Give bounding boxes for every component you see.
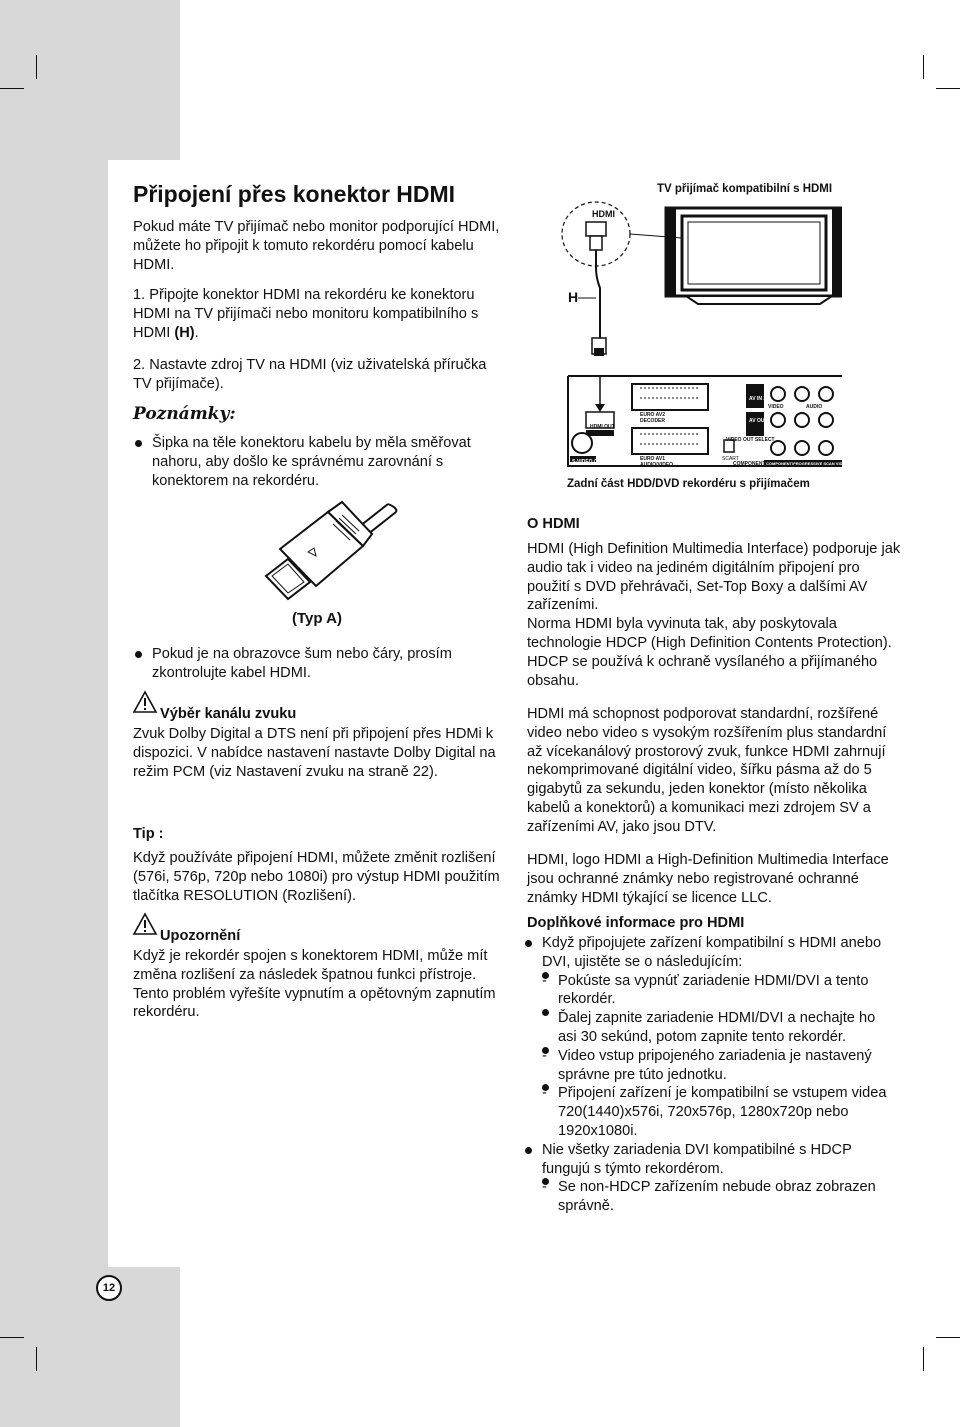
audio-heading: Výběr kanálu zvuku bbox=[160, 706, 297, 722]
hdmi-plug-illustration bbox=[258, 494, 408, 626]
step-text: Připojte konektor HDMI na rekordéru ke konektoru HDMI na TV přijímači nebo monitoru kompatibilního s HDMI bbox=[133, 287, 479, 341]
step-number: 2. bbox=[133, 357, 146, 373]
panel-euro-av1: EURO AV1 AUDIO/VIDEO bbox=[640, 456, 674, 468]
step-end: . bbox=[194, 324, 199, 341]
panel-video-out-select: VIDEO OUT SELECT bbox=[726, 437, 775, 443]
about-paragraph: HDMI (High Definition Multimedia Interface) podporuje jak audio tak i video na jediném digitálním připojení pro použití s DVD přehrávači, Set-Top Boxy a dalšími AV zařízeními. bbox=[527, 541, 901, 614]
notes-list bbox=[133, 434, 493, 490]
extra-list bbox=[523, 934, 895, 1216]
page-title: Připojení přes konektor HDMI bbox=[133, 181, 456, 207]
caution-icon bbox=[132, 912, 158, 936]
about-heading: O HDMI bbox=[527, 516, 580, 532]
step-ref: (H) bbox=[174, 324, 195, 341]
hdmi-callout-label: HDMI bbox=[592, 209, 615, 219]
extra-subitem: - Video vstup pripojeného zariadenia je nastavený správne pre túto jednotku. bbox=[542, 1047, 895, 1085]
panel-component-scan: COMPONENT/PROGRESSIVE SCAN VIDEO bbox=[766, 461, 849, 466]
warning-icon bbox=[132, 690, 158, 714]
extra-subitem: - Se non-HDCP zařízením nebude obraz zobrazen správně. bbox=[542, 1178, 895, 1216]
panel-scart: SCART bbox=[722, 456, 739, 462]
gray-margin-top bbox=[0, 0, 180, 160]
panel-av-in2: AV IN 2 bbox=[749, 396, 767, 402]
audio-text: Zvuk Dolby Digital a DTS není při připojení přes HDMi k dispozici. V nabídce nastavení nastavte Dolby Digital na režim PCM (viz Nastavení zvuku na straně 22). bbox=[133, 726, 496, 780]
note-item: Pokud je na obrazovce šum nebo čáry, prosím zkontrolujte kabel HDMI. bbox=[133, 645, 493, 683]
extra-sublist bbox=[542, 972, 895, 1141]
panel-s-video: S-VIDEO OUT bbox=[572, 459, 605, 465]
extra-heading: Doplňkové informace pro HDMI bbox=[527, 915, 745, 931]
step-2 bbox=[133, 356, 503, 394]
note-item: Šipka na těle konektoru kabelu by měla směřovat nahoru, aby došlo ke správnému zarovnání s konektorem na rekordéru. bbox=[133, 434, 493, 490]
extra-bullet bbox=[523, 1141, 895, 1216]
notes-heading: Poznámky: bbox=[133, 404, 236, 424]
extra-subitem: - Pokúste sa vypnúť zariadenie HDMI/DVI a tento rekordér. bbox=[542, 972, 895, 1010]
tip-text: Když používáte připojení HDMI, můžete změnit rozlišení (576i, 576p, 720p nebo 1080i) pro výstup HDMI použitím tlačítka RESOLUTION (Rozlišení). bbox=[133, 850, 500, 904]
panel-video: VIDEO bbox=[768, 404, 784, 410]
h-label: H bbox=[568, 289, 579, 305]
caution-text: Když je rekordér spojen s konektorem HDMI, může mít změna rozlišení za následek špatnou funkci přístroje. Tento problém vyřešíte vypnutím a opětovným zapnutím rekordéru. bbox=[133, 948, 496, 1021]
extra-bullet-text: Nie všetky zariadenia DVI kompatibilné s HDCP fungujú s týmto rekordérom. bbox=[542, 1141, 852, 1177]
extra-bullet bbox=[523, 934, 895, 1141]
caution-heading: Upozornění bbox=[160, 928, 241, 944]
about-paragraph: Norma HDMI byla vyvinuta tak, aby poskytovala technologie HDCP (High Definition Contents Protection). HDCP se používá k ochraně vysílaného a přijímaného obsahu. bbox=[527, 616, 892, 689]
step-number: 1. bbox=[133, 287, 146, 303]
about-paragraph: HDMI, logo HDMI a High-Definition Multimedia Interface jsou ochranné známky nebo registrované ochranné známky HDMI týkající se licence LLC. bbox=[527, 852, 889, 906]
extra-subitem: - Připojení zařízení je kompatibilní se vstupem videa 720(1440)x576i, 720x576p, 1280x720p nebo 1920x1080i. bbox=[542, 1084, 895, 1140]
cable-type-label: (Typ A) bbox=[292, 610, 342, 627]
about-block-1 bbox=[527, 540, 902, 690]
about-paragraph: HDMI má schopnost podporovat standardní, rozšířené video nebo video s vysokým rozšířením plus standardní až vícekanálový prostorový zvuk, funkce HDMI zahrnují nekomprimované digitální video, šířku pásma až do 5 gigabytů za sekundu, jeden konektor (místo několika kabelů a konektorů) a komunikaci mezi zdrojem SV a zařízeními AV, jako jsou DTV. bbox=[527, 706, 887, 835]
extra-bullet-text: Když připojujete zařízení kompatibilní s HDMI anebo DVI, ujistěte se o následujícím: bbox=[542, 935, 882, 970]
connection-diagram bbox=[556, 198, 842, 478]
tip-heading: Tip : bbox=[133, 826, 164, 842]
extra-sublist bbox=[542, 1178, 895, 1216]
intro-text: Pokud máte TV přijímač nebo monitor podporující HDMI, můžete ho připojit k tomuto rekordéru pomocí kabelu HDMI. bbox=[133, 219, 500, 273]
step-text: Nastavte zdroj TV na HDMI (viz uživatelská příručka TV přijímače). bbox=[133, 357, 487, 392]
panel-hdmi-out: HDMI OUT bbox=[590, 424, 615, 430]
panel-euro-av2: EURO AV2 DECODER bbox=[640, 412, 666, 424]
page-number: 12 bbox=[96, 1275, 122, 1301]
panel-component: COMPONENT bbox=[733, 461, 766, 467]
rear-caption: Zadní část HDD/DVD rekordéru s přijímačem bbox=[567, 478, 810, 490]
extra-subitem-cont: Ďalej zapnite zariadenie HDMI/DVI a nechajte ho asi 30 sekúnd, potom zapnite tento rekordér. bbox=[542, 1009, 895, 1047]
gray-margin-side bbox=[0, 160, 108, 1427]
notes-list-2 bbox=[133, 645, 493, 683]
panel-audio: AUDIO bbox=[806, 404, 823, 410]
step-1 bbox=[133, 286, 503, 342]
panel-av-out: AV OUT bbox=[749, 418, 768, 424]
tv-caption: TV přijímač kompatibilní s HDMI bbox=[657, 183, 833, 195]
